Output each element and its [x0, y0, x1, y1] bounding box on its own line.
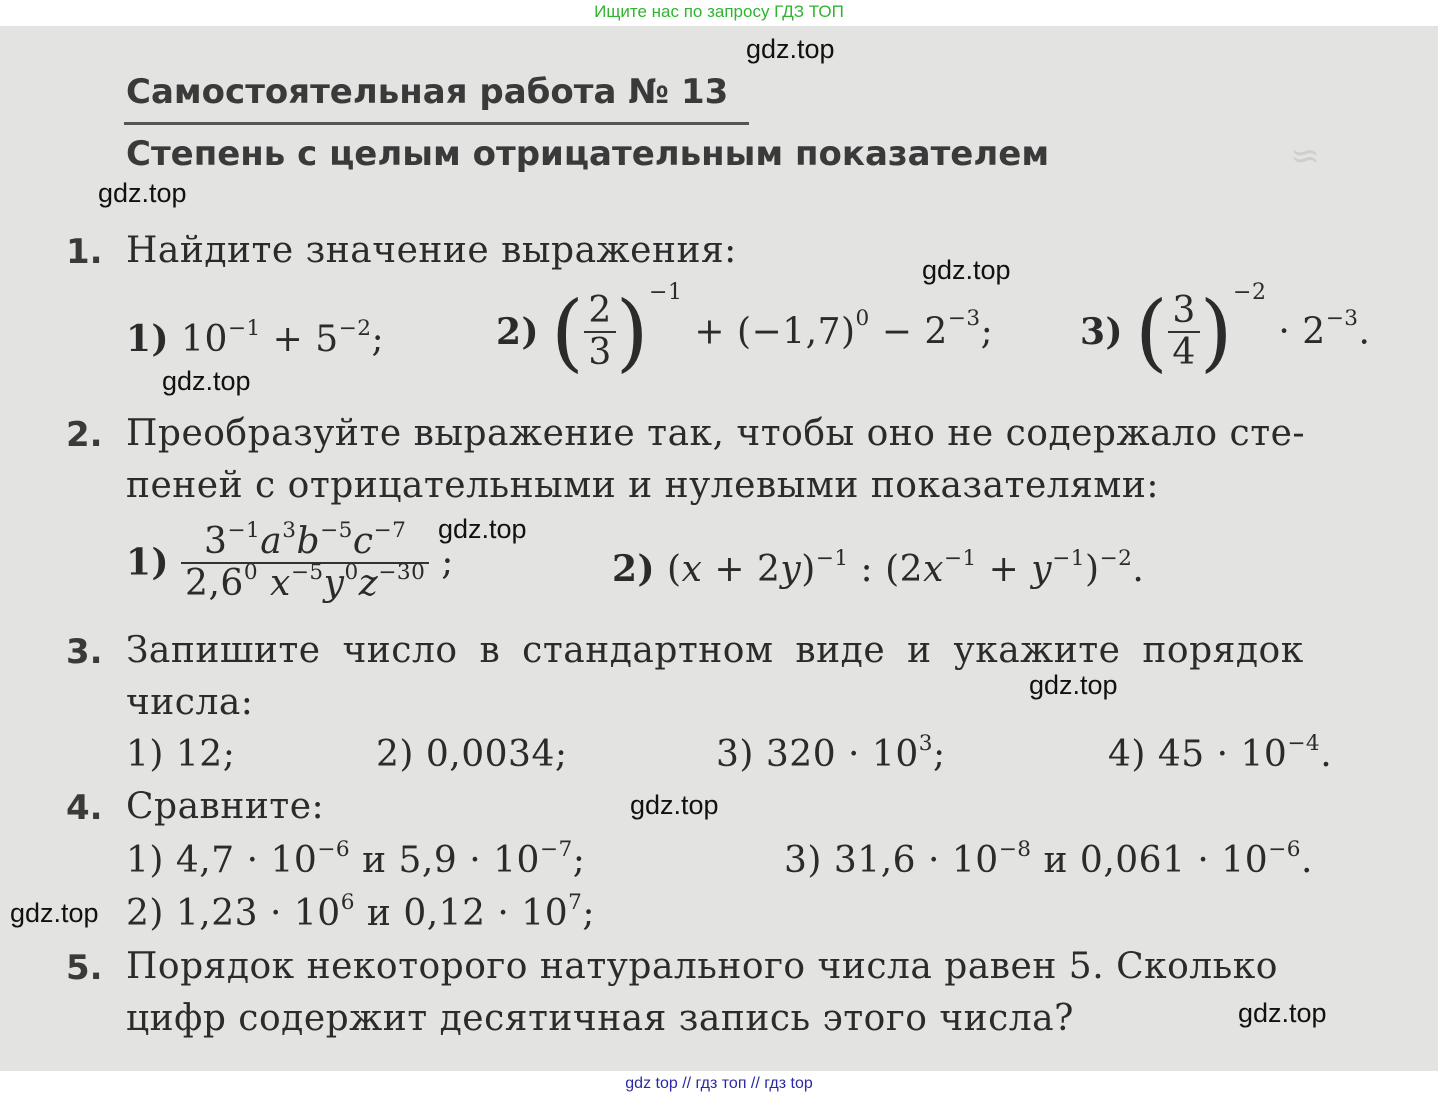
- task-prompt: Преобразуйте выражение так, чтобы оно не содержало сте-: [126, 413, 1306, 454]
- exponent: 6: [340, 889, 355, 915]
- punctuation: .: [1132, 549, 1145, 590]
- punctuation: ;: [441, 542, 454, 584]
- exponent: −4: [1287, 730, 1321, 756]
- watermark: gdz.top: [438, 514, 527, 544]
- watermark: gdz.top: [630, 790, 719, 820]
- task-number: 3.: [66, 632, 103, 672]
- task-prompt: Запишите число в стандартном виде и укажите порядок: [126, 630, 1304, 671]
- expression: и 0,12 · 10: [354, 893, 569, 934]
- exponent: −3: [947, 305, 981, 331]
- exponent: −1: [649, 280, 683, 305]
- task-number: 2.: [66, 415, 103, 455]
- task4-item1: [126, 836, 586, 881]
- task3-item1: 1) 12;: [126, 734, 236, 775]
- item-label: 3): [1080, 311, 1124, 353]
- watermark: gdz.top: [922, 255, 1011, 285]
- task4-item2: [126, 889, 596, 934]
- left-paren: (: [551, 283, 585, 381]
- title-underline: [124, 122, 749, 125]
- expression: 1) 4,7 · 10: [126, 840, 318, 881]
- task1-item2: [496, 280, 994, 381]
- task-prompt: пеней с отрицательными и нулевыми показателями:: [126, 465, 1159, 506]
- expression: и 5,9 · 10: [350, 840, 540, 881]
- expression: и 0,061 · 10: [1031, 840, 1269, 881]
- bleed-through-text: ≈: [1290, 136, 1321, 177]
- numerator: $3^{-1}a^3b^{-5}c^{-7}$: [203, 517, 407, 562]
- exponent: −2: [1233, 280, 1267, 305]
- exponent: −6: [1268, 836, 1301, 862]
- task-number: 1.: [66, 232, 103, 272]
- exponent: −1: [227, 315, 261, 341]
- expression: 4) 45 · 10: [1108, 734, 1288, 775]
- task-prompt: Найдите значение выражения:: [126, 230, 737, 271]
- exponent: −7: [539, 836, 573, 862]
- punctuation: ;: [572, 840, 586, 881]
- watermark: gdz.top: [746, 34, 835, 64]
- fraction: [181, 517, 429, 604]
- exponent: −2: [338, 315, 372, 341]
- punctuation: .: [1358, 311, 1371, 353]
- task3-item2: 2) 0,0034;: [376, 734, 568, 775]
- task1-item3: [1080, 280, 1371, 381]
- numerator: 3: [1172, 290, 1196, 332]
- punctuation: .: [1300, 840, 1313, 881]
- expression: · 2: [1278, 311, 1326, 353]
- item-label: 1): [126, 541, 170, 584]
- task2-item1: [126, 517, 454, 604]
- fraction: [1168, 291, 1199, 372]
- expression: 10: [181, 319, 228, 360]
- item-label: 2): [612, 548, 656, 590]
- denominator: 4: [1168, 331, 1199, 373]
- denominator: 3: [584, 331, 615, 373]
- right-paren: ): [615, 283, 650, 381]
- exponent: 3: [918, 730, 933, 756]
- task-number: 4.: [66, 788, 103, 828]
- left-paren: (: [1135, 283, 1169, 381]
- watermark: gdz.top: [1238, 998, 1327, 1028]
- expression: + (−1,7): [694, 311, 856, 353]
- page-subtitle: Степень с целым отрицательным показателем: [126, 134, 1050, 174]
- exponent: −8: [998, 836, 1032, 862]
- numerator: 2: [588, 290, 612, 332]
- task-prompt: цифр содержит десятичная запись этого числа?: [126, 998, 1074, 1039]
- task3-item4: [1108, 730, 1333, 775]
- watermark: gdz.top: [1029, 670, 1118, 700]
- item-label: 2): [496, 311, 540, 353]
- exponent: 0: [855, 305, 870, 331]
- exponent: −6: [317, 836, 351, 862]
- watermark: gdz.top: [162, 366, 251, 396]
- watermark: gdz.top: [98, 178, 187, 208]
- exponent: −3: [1325, 305, 1359, 331]
- task-prompt: числа:: [126, 682, 254, 723]
- fraction: [584, 291, 615, 372]
- task3-item3: [716, 730, 946, 775]
- right-paren: ): [1199, 283, 1234, 381]
- punctuation: .: [1320, 734, 1333, 775]
- expression: 3) 31,6 · 10: [784, 840, 999, 881]
- item-label: 1): [126, 318, 170, 360]
- task-prompt: Сравните:: [126, 786, 325, 827]
- task4-item3: [784, 836, 1313, 881]
- expression: 2) 1,23 · 10: [126, 893, 341, 934]
- expression: 3) 320 · 10: [716, 734, 919, 775]
- exponent: 7: [568, 889, 583, 915]
- denominator: $2,6^0$ $x^{-5}y^0z^{-30}$: [181, 562, 429, 604]
- page-title: Самостоятельная работа № 13: [126, 72, 729, 112]
- task-number: 5.: [66, 948, 103, 988]
- expression: − 2: [869, 311, 948, 353]
- top-banner-link[interactable]: Ищите нас по запросу ГДЗ ТОП: [594, 2, 844, 21]
- task-prompt: Порядок некоторого натурального числа равен 5. Сколько: [126, 946, 1278, 987]
- punctuation: ;: [933, 734, 946, 775]
- punctuation: ;: [980, 311, 994, 353]
- watermark: gdz.top: [10, 898, 99, 928]
- task2-item2: 2) $(x + 2y)^{-1}$ : $(2x^{-1} + y^{-1})^{-2}$.: [612, 545, 1145, 590]
- footer-links[interactable]: gdz top // гдз топ // гдз top: [625, 1075, 813, 1092]
- expression: + 5: [260, 319, 339, 360]
- punctuation: ;: [582, 893, 596, 934]
- punctuation: ;: [371, 319, 385, 360]
- task1-item1: [126, 315, 385, 360]
